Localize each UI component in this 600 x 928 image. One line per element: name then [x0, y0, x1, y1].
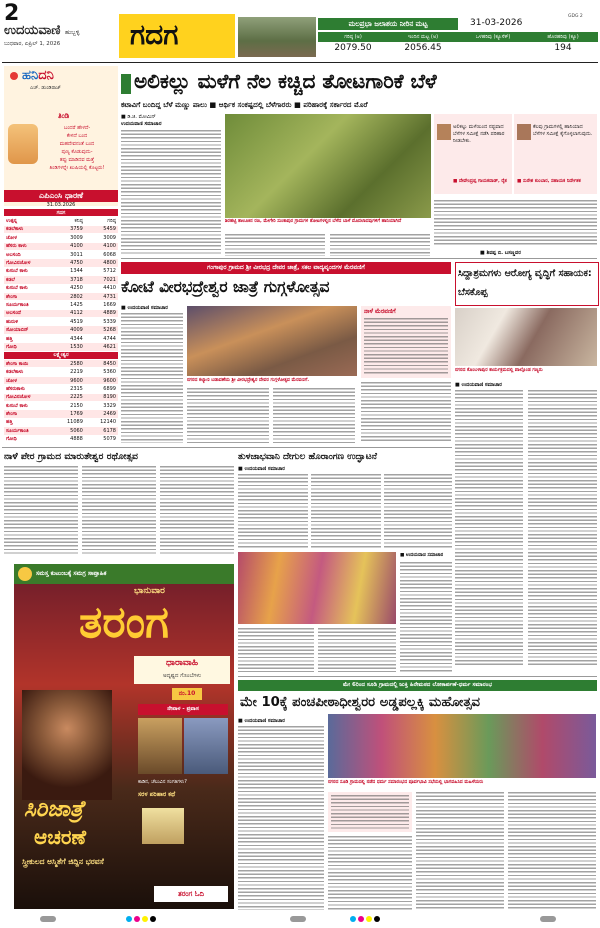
rate-commodity: ಕಡಲೆ — [4, 276, 52, 284]
poem-line: ತಪ್ಪು ಮಾಡಿದವ ಮತ್ತೆ — [59, 157, 95, 163]
rate-row — [4, 259, 118, 267]
rate-commodity: ಶೇಂಗಾ — [4, 410, 52, 418]
rate-row — [4, 309, 118, 317]
tulaja-below-col2 — [318, 628, 396, 672]
rate-min: 4100 — [52, 242, 85, 250]
lead-photo — [225, 114, 431, 218]
jatre-photo — [187, 306, 357, 376]
sidda-photo — [455, 308, 597, 366]
poem-line: ಮಹದೇವನಂತೆ ಬಂದ — [59, 141, 95, 147]
rate-max: 12140 — [85, 418, 118, 426]
bottom-kicker: ಮೇ 6ರಿಂದ ಸೂಡಿ ಗ್ರಾಮದಲ್ಲಿ ಜುಕ್ತಿ ಹಿರೇಮಠದ ಲೋಕಾರ್ಪಣೆ-ಧರ್ಮ ಸಮಾರಂಭ — [238, 680, 597, 691]
rate-max: 7021 — [85, 276, 118, 284]
hani-title: ಹನಿ — [22, 68, 39, 83]
rate-row — [4, 234, 118, 242]
rate-row — [4, 360, 118, 368]
rate-max: 4889 — [85, 309, 118, 317]
ad-footer: ತರಂಗ ಓದಿ — [154, 886, 228, 902]
rate-max: 4621 — [85, 343, 118, 351]
rate-row — [4, 376, 118, 384]
jatre-photo-caption: ನಗರದ ಕಲ್ಯಾಣಿ ಬಡಾವಣೆಯ ಶ್ರೀ ವೀರಭದ್ರೇಶ್ವರ ದೇವರ ಗುಗ್ಗಳೋತ್ಸವ ಮೆರವಣಿಗೆ. — [187, 378, 310, 383]
bottom-body-col4 — [508, 792, 596, 910]
ad-tagline-sub: ಅದೃಷ್ಟದ ಗೊಂಬೆಗಳು — [162, 673, 202, 679]
bottom-photo-caption: ನಗರದ ಸೂಡಿ ಗ್ರಾಮದಲ್ಲಿ ನಡೆದ ಧರ್ಮ ಸಮಾರಂಭದ ಪೂರ್ವಭಾವಿ ಸಭೆಯಲ್ಲಿ ಭಾಗವಹಿಸಿದ ಮಹಿಳೆಯರು — [328, 780, 484, 785]
lead-byline: ■ ಡಿ.ಜಿ. ಮೋಮಿನ್ — [121, 114, 156, 120]
ad-cover-word: ಸಿರಿಜಾತ್ರೆ — [24, 797, 84, 822]
rate-max: 4100 — [85, 242, 118, 250]
rate-max: 1669 — [85, 301, 118, 309]
rate-commodity: ಹತ್ತಿ — [4, 418, 52, 426]
rate-min: 2580 — [52, 360, 85, 368]
rate-min: 4750 — [52, 259, 85, 267]
paper-name-text: ಉದಯವಾಣಿ — [4, 23, 61, 38]
jatre-body-col2 — [187, 388, 269, 443]
sidda-body-col2 — [528, 390, 597, 665]
rate-commodity: ಕುಸುಬೆ ಕಾಳು — [4, 401, 52, 409]
rate-min: 4519 — [52, 318, 85, 326]
dam-header-inflow: ಒಳಹರಿವು (ಕ್ಯೂಸೆಕ್) — [475, 34, 511, 40]
rate-min: 3009 — [52, 234, 85, 242]
rate-min: 1344 — [52, 267, 85, 275]
rate-min: 2802 — [52, 292, 85, 300]
quote1-name: ■ ದೇವೇಂದ್ರಪ್ಪ ಗಾಯಕವಾಡ್, ರೈತ — [453, 179, 507, 184]
ad-day-word: ಭಾನುವಾರ — [134, 586, 165, 596]
rate-commodity: ಹೆಸರುಕಾಳು — [4, 385, 52, 393]
bottom-body-col1 — [238, 726, 324, 910]
rate-row — [4, 435, 118, 443]
poem-title: ತಿಂಡಿ — [58, 112, 70, 120]
ad-side-q: ಕಾಡಿನ, ಚೆಲುವಿನ ಸಂಗತಿಗಳು? — [138, 779, 187, 785]
taranga-ad[interactable] — [14, 564, 234, 909]
ad-badge: ನಂ.10 — [172, 688, 202, 700]
lead-body-col2 — [225, 234, 325, 256]
rate-commodity: ಗೋವಿನಜೋಳ — [4, 393, 52, 401]
masthead-rule — [2, 62, 598, 63]
dani-title: ದನಿ — [38, 68, 54, 83]
poem-line: ಬಂದರೆ ಹೇಳದೆ- — [63, 125, 91, 131]
poem-line: ಪುಣ್ಯ ಕೊಡುವುದು- — [61, 149, 93, 155]
rate-row — [4, 427, 118, 435]
rate-commodity: ಹುರುಳಿ — [4, 318, 52, 326]
quote2-portrait — [517, 124, 531, 140]
rate-max: 4731 — [85, 292, 118, 300]
rate-commodity: ಸೂರ್ಯಕಾಂತಿ — [4, 301, 52, 309]
rate-max: 8190 — [85, 393, 118, 401]
ad-thumb-1 — [138, 718, 182, 774]
hani-dani-title — [22, 68, 54, 84]
bottom-body-col3 — [416, 792, 504, 910]
rate-commodity: ಕುಸುಬೆ ಕಾಳು — [4, 267, 52, 275]
rate-max: 5268 — [85, 326, 118, 334]
rathotsava-body-col2 — [82, 466, 156, 556]
section-rule-2 — [2, 447, 452, 448]
rate-min: 4009 — [52, 326, 85, 334]
lead-headline: ಅಲಿಕಲ್ಲು ಮಳೆಗೆ ನೆಲ ಕಚ್ಚಿದ ತೋಟಗಾರಿಕೆ ಬೆಳೆ — [134, 69, 437, 93]
rate-row — [4, 292, 118, 300]
dam-date: 31-03-2026 — [470, 18, 523, 28]
ad-supplement-text: ಸಮಸ್ತ ಕುಟುಂಬಕ್ಕೆ ಸಮಗ್ರ ಸಾಪ್ತಾಹಿಕ — [36, 570, 107, 577]
rate-min: 1769 — [52, 410, 85, 418]
rate-section-gadag: ಗದಗ — [4, 209, 118, 217]
quote1-text: ಅಲಿಕಲ್ಲು ಮಳೆಯಿಂದ ನಷ್ಟವಾದ ಬೆಳೆಗಳ ಸಮೀಕ್ಷೆ ನಡೆಸಿ ಪರಿಹಾರ ನೀಡಬೇಕು. — [453, 124, 505, 144]
dam-value-today: 2056.45 — [404, 43, 442, 53]
rate-max: 4744 — [85, 334, 118, 342]
rate-row — [4, 368, 118, 376]
rate-max: 5339 — [85, 318, 118, 326]
rate-commodity: ಜೋಳ — [4, 376, 52, 384]
bottom-body-col2 — [328, 836, 412, 910]
registration-bar — [40, 914, 560, 924]
bottom-dateline: ■ ಉದಯವಾಣಿ ಸಮಾಚಾರ — [238, 718, 285, 724]
rate-max: 5459 — [85, 225, 118, 233]
rate-commodity: ಗೋಧಿ — [4, 435, 52, 443]
rate-commodity: ಗೋವಿನಜೋಳ — [4, 259, 52, 267]
rate-row — [4, 242, 118, 250]
jatre-dateline: ■ ಉದಯವಾಣಿ ಸಮಾಚಾರ — [121, 305, 168, 311]
rate-commodity: ಸೂರ್ಯಕಾಂತಿ — [4, 427, 52, 435]
rate-commodity: ಗೋಧಿ — [4, 343, 52, 351]
sidda-headline: ಸಿದ್ದಾಶ್ರಮಗಳು ಆರೋಗ್ಯ ವೃದ್ಧಿಗೆ ಸಹಾಯಕ: ಬೆಸಕೊಪ್ಪ — [458, 268, 592, 298]
date-line: ಬುಧವಾರ, ಏಪ್ರಿಲ್ 1, 2026 — [4, 41, 61, 47]
rate-title: ಎಪಿಎಂಸಿ ಧಾರಣೆ — [4, 190, 118, 202]
rate-row — [4, 401, 118, 409]
section-rule-3 — [238, 676, 597, 677]
rate-commodity: ಕಡಲೆಕಾಳು — [4, 368, 52, 376]
dam-value-outflow: 194 — [554, 43, 572, 53]
rate-max: 6178 — [85, 427, 118, 435]
rate-max: 6068 — [85, 250, 118, 258]
lead-more-label: ■ ಶಿವಪ್ಪ ಬಿ. ಬಸಣ್ಣವರ — [480, 250, 521, 256]
jatre-body-col3 — [273, 388, 355, 443]
rate-row — [4, 334, 118, 342]
rathotsava-body-col3 — [160, 466, 234, 556]
ad-side-a: ಸರಳ ಪರಿಹಾರ ಕಥೆ — [138, 791, 176, 798]
rate-max: 5712 — [85, 267, 118, 275]
rate-max: 9600 — [85, 376, 118, 384]
rate-min: 2315 — [52, 385, 85, 393]
jatre-body-col4 — [361, 382, 451, 442]
rate-row — [4, 385, 118, 393]
poem — [40, 124, 114, 172]
hani-icon — [10, 72, 18, 80]
tulaja-side-text — [400, 562, 452, 672]
quote2-name: ■ ಸುರೇಶ ಕುಂಬಾರ, ಸಹಾಯಕ ನಿರ್ದೇಶಕ — [517, 179, 581, 184]
dam-value-inflow — [458, 42, 528, 55]
rate-commodity: ಶೇಂಗಾ — [4, 292, 52, 300]
ad-portrait — [22, 690, 112, 800]
rate-min: 2219 — [52, 368, 85, 376]
lead-body-col4 — [434, 200, 597, 246]
rate-min: 4344 — [52, 334, 85, 342]
jatre-headline: ಕೋಟೆ ವೀರಭದ್ರೇಶ್ವರ ಜಾತ್ರೆ ಗುಗ್ಗಳೋತ್ಸವ — [121, 278, 330, 296]
paper-suffix: ಹುಬ್ಬಳ್ಳಿ — [65, 29, 80, 36]
lead-subhead: ಕಟಾವಿಗೆ ಬಂದಿದ್ದ ಬೆಳೆ ಮಣ್ಣು ಪಾಲು ■ ಆರ್ಥಿಕ ಸಂಕಷ್ಟದಲ್ಲಿ ಬೆಳೆಗಾರರು ■ ಪರಿಹಾರಕ್ಕೆ ಸರ್ಕಾರದ ಮೊರೆ — [121, 100, 368, 109]
rate-min: 5060 — [52, 427, 85, 435]
quote1-portrait — [437, 124, 451, 140]
sidda-photo-caption: ನಗರದ ಕೊಂಬಳಾಪುರ ಕಾರ್ಯಕ್ರಮದಲ್ಲಿ ಪಾಲ್ಗೊಂಡ ಗಣ್ಯರು — [455, 368, 543, 373]
rate-table — [4, 209, 118, 444]
rate-min: 1425 — [52, 301, 85, 309]
jatre-kicker: ಗಂಗಾಪುರ ಗ್ರಾಮದ ಶ್ರೀ ವೀರಭದ್ರ ದೇವರ ಜಾತ್ರೆ, ಸಕಲ ವಾದ್ಯವೃಂದಗಳ ಮೆರವಣಿಗೆ — [121, 262, 451, 274]
tulaja-headline: ತುಳಜಾಭವಾನಿ ದೇಗುಲ ಹೊರಾಂಗಣ ಉದ್ಘಾಟನೆ — [238, 452, 377, 462]
rate-max: 3329 — [85, 401, 118, 409]
lead-photo-caption: ಶಿರಹಟ್ಟಿ ತಾಲೂಕಿನ ರಣ, ಮೇಗೇರಿ ಸುಂಕಾಪುರ ಗ್ರಾಮಗಳ ತೋಟಗಳಲ್ಲಿನ ಬೆಳೆದ ಬಾಳೆ ಮೊದಲಾದವುಗಳಿಗೆ ಹಾನಿಯಾಗಿದೆ — [225, 219, 402, 224]
rate-col-header: ಉತ್ಪನ್ನ — [4, 217, 52, 225]
bottom-headline: ಮೇ 10ಕ್ಕೆ ಪಂಚಪೀಠಾಧೀಶ್ವರರ ಅಡ್ಡಪಲ್ಲಕ್ಕಿ ಮಹೋತ್ಸವ — [240, 695, 481, 710]
jatre-body-col1 — [121, 313, 183, 443]
ad-product-thumb — [142, 808, 184, 844]
bottom-photo — [328, 714, 596, 778]
rate-row — [4, 276, 118, 284]
rate-commodity: ಅಲಸಂದೆ — [4, 309, 52, 317]
rate-max: 8450 — [85, 360, 118, 368]
rate-row — [4, 318, 118, 326]
ad-pill: ನೇಪಾಳ - ಪ್ರವಾಸ — [138, 704, 228, 715]
ad-cover-word2: ಆಚರಣೆ — [34, 825, 86, 849]
rate-row — [4, 343, 118, 351]
rate-row — [4, 267, 118, 275]
rate-commodity: ಕಡಲೆಕಾಳು — [4, 225, 52, 233]
page-number: 2 — [4, 1, 20, 26]
rate-row — [4, 418, 118, 426]
rate-row — [4, 250, 118, 258]
dam-header-outflow: ಹೊರಹರಿವು (ಕ್ಯೂ) — [547, 34, 579, 40]
rate-col-header: ಕನಿಷ್ಠ — [52, 217, 85, 225]
tulaja-dateline: ■ ಉದಯವಾಣಿ ಸಮಾಚಾರ — [238, 466, 285, 472]
rate-row — [4, 225, 118, 233]
rate-max: 5079 — [85, 435, 118, 443]
author-name: ಎಚ್. ಡುಂಡಿರಾಜ್ — [30, 85, 61, 91]
dam-header-max: ಗರಿಷ್ಠ (ಅ) — [344, 34, 362, 40]
rathotsava-headline: ನಾಳೆ ಪೇರ ಗ್ರಾಮದ ಮಾರುತೇಶ್ವರ ರಥೋತ್ಸವ — [4, 451, 139, 462]
rate-min: 2150 — [52, 401, 85, 409]
rate-min: 4888 — [52, 435, 85, 443]
rate-max: 3009 — [85, 234, 118, 242]
tulaja-side-label: ■ ಉದಯವಾಣಿ ಸಮಾಚಾರ — [400, 553, 444, 558]
rathotsava-body-col1 — [4, 466, 78, 556]
dam-table — [318, 32, 598, 55]
lead-body-col3 — [330, 234, 430, 256]
jatre-box-title: ನಾಳೆ ಮೆರವಣಿಗೆ — [364, 308, 396, 315]
rate-commodity: ಅಲಸಂದಿ — [4, 250, 52, 258]
dam-title: ಮಲಪ್ರಭಾ ಜಲಾಶಯ ನೀರಿನ ಮಟ್ಟ — [318, 18, 458, 30]
rate-row — [4, 326, 118, 334]
ad-cover-line: ಸ್ತ್ರೀಕುಲದ ಅಸ್ಮಿತೆಗೆ ಜಿದ್ದಿನ ಭರವಸೆ — [22, 857, 104, 866]
rate-date: 31.03.2026 — [46, 202, 76, 208]
ad-brand: ತರಂಗ — [79, 597, 169, 648]
sidda-body-col1 — [455, 390, 523, 665]
rate-row — [4, 301, 118, 309]
district-name: ಗದಗ — [130, 18, 179, 51]
rate-max: 6899 — [85, 385, 118, 393]
rate-section-lakshmeshwar: ಲಕ್ಷ್ಮೇಶ್ವರ — [4, 351, 118, 359]
rate-max: 2469 — [85, 410, 118, 418]
tulaja-body-col3 — [384, 474, 452, 549]
lead-body-col1 — [121, 130, 221, 256]
rate-max: 4410 — [85, 284, 118, 292]
page-code: GDG 2 — [568, 14, 583, 19]
poem-line: ಕೇಳದೆ ಬಂದ — [66, 133, 88, 139]
rate-commodity: ಹೆಸರು ಕಾಳು — [4, 242, 52, 250]
dam-photo — [238, 17, 316, 57]
tulaja-body-col2 — [311, 474, 381, 549]
section-rule-1 — [121, 258, 597, 259]
cartoon-illustration — [8, 124, 38, 164]
rate-col-header: ಗರಿಷ್ಠ — [85, 217, 118, 225]
bottom-quote-text — [331, 795, 409, 829]
rate-commodity: ಕುಸುಬೆ ಕಾಳು — [4, 284, 52, 292]
quote2-text: ಕೆಲವು ಗ್ರಾಮಗಳಲ್ಲಿ ಹಾನಿಯಾದ ಬೆಳೆಗಳ ಸಮೀಕ್ಷೆ ಕೈಗೊಳ್ಳಲಾಗುವುದು. — [533, 124, 593, 137]
rate-max: 4800 — [85, 259, 118, 267]
rate-commodity: ಸೋಯಾಬಿನ್ — [4, 326, 52, 334]
rate-row — [4, 393, 118, 401]
ad-tagline: ಧಾರಾವಾಹಿ — [165, 658, 199, 668]
dam-header-today: ಇಂದಿನ ಮಟ್ಟ (ಅ) — [407, 34, 439, 40]
rate-min: 4250 — [52, 284, 85, 292]
ad-logo-icon — [18, 567, 32, 581]
jatre-box-text — [364, 318, 448, 374]
rate-min: 9600 — [52, 376, 85, 384]
lead-icon — [121, 74, 131, 94]
rate-min: 4112 — [52, 309, 85, 317]
rate-commodity: ಹತ್ತಿ — [4, 334, 52, 342]
rate-min: 3011 — [52, 250, 85, 258]
tulaja-body-col1 — [238, 474, 308, 549]
rate-min: 3759 — [52, 225, 85, 233]
rate-min: 2225 — [52, 393, 85, 401]
rate-max: 5360 — [85, 368, 118, 376]
rate-row — [4, 410, 118, 418]
tulaja-photo — [238, 552, 396, 624]
rate-row — [4, 284, 118, 292]
rate-min: 3718 — [52, 276, 85, 284]
rate-commodity: ಜೋಳ — [4, 234, 52, 242]
rate-min: 11089 — [52, 418, 85, 426]
paper-name — [4, 24, 80, 40]
ad-thumb-2 — [184, 718, 228, 774]
dam-value-max: 2079.50 — [334, 43, 372, 53]
sidda-dateline: ■ ಉದಯವಾಣಿ ಸಮಾಚಾರ — [455, 382, 502, 388]
tulaja-below-col1 — [238, 628, 314, 672]
rate-commodity: ಶೇಂಗಾ ಕಾಯಿ — [4, 360, 52, 368]
rate-min: 1530 — [52, 343, 85, 351]
poem-line: ತಿಂಡಿಗಳನ್ನೇ ಖುಷಿಯಲ್ಲಿ ಕೊಟ್ಟರು! — [49, 165, 105, 171]
lead-dateline: ಉದಯವಾಣಿ ಸಮಾಚಾರ — [121, 121, 162, 127]
